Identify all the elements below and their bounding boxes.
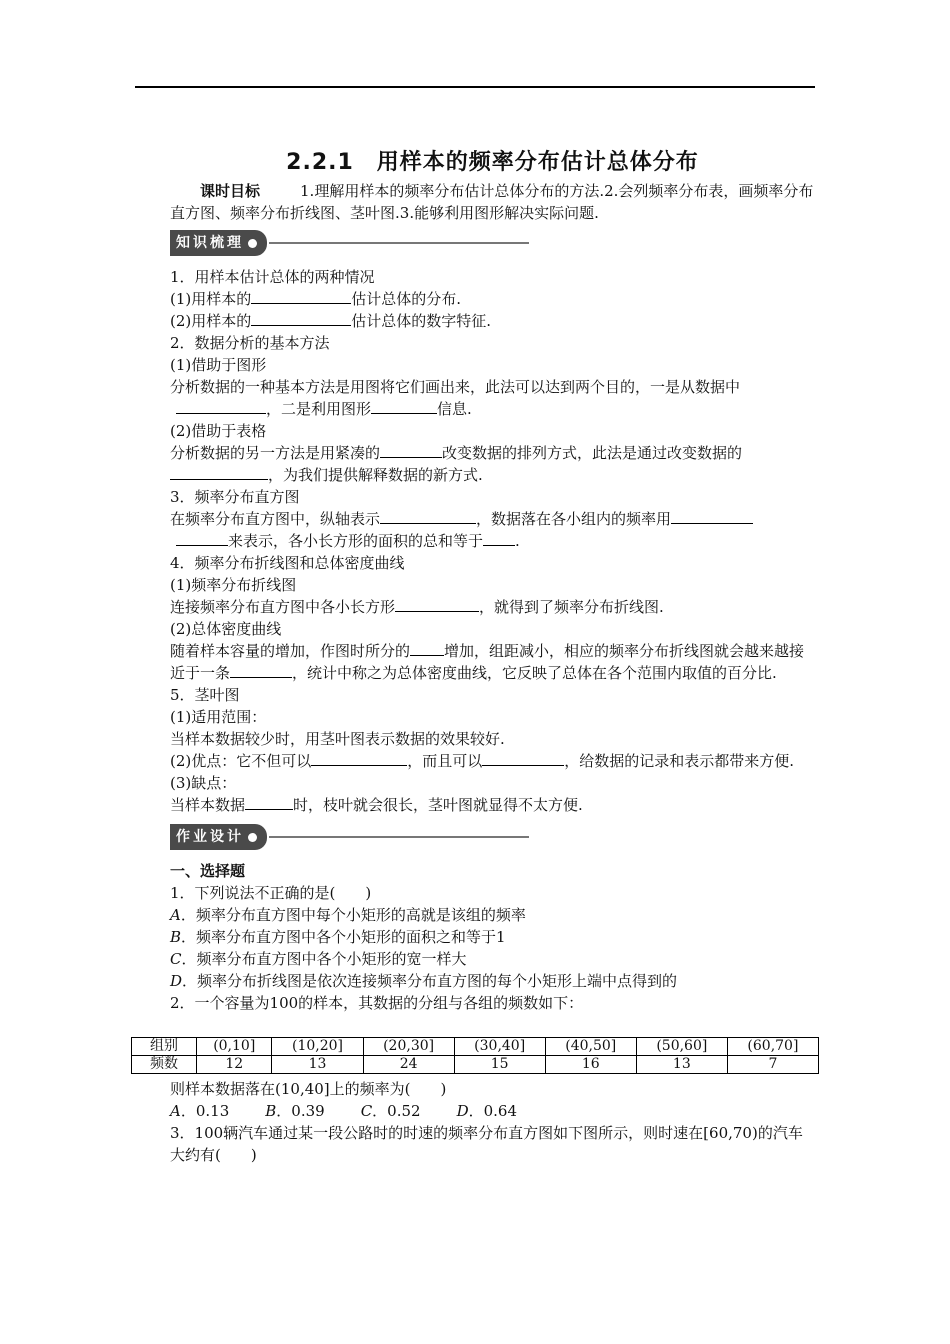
table-row bbox=[132, 1038, 819, 1056]
table-cell: 7 bbox=[727, 1056, 818, 1074]
fill-blank[interactable] bbox=[251, 288, 351, 304]
fill-blank[interactable] bbox=[482, 750, 564, 766]
page-title: 2.2.1 用样本的频率分布估计总体分布 bbox=[286, 150, 699, 175]
question-2: 2．一个容量为100的样本，其数据的分组与各组的频数如下： bbox=[170, 994, 584, 1012]
table-cell: (40,50] bbox=[545, 1038, 636, 1056]
q2-options bbox=[170, 1100, 815, 1122]
bullet-dot-icon bbox=[248, 239, 257, 248]
fill-blank[interactable] bbox=[380, 442, 442, 458]
question-1: 1．下列说法不正确的是( ) bbox=[170, 884, 372, 902]
fill-blank[interactable] bbox=[380, 508, 476, 524]
table-cell: (50,60] bbox=[636, 1038, 727, 1056]
fill-blank[interactable] bbox=[230, 662, 292, 678]
q2-option-d[interactable]: D．0.64 bbox=[456, 1102, 518, 1120]
table-cell: 13 bbox=[636, 1056, 727, 1074]
k-heading-2: 2．数据分析的基本方法 bbox=[170, 334, 330, 352]
fill-blank[interactable] bbox=[671, 508, 753, 524]
fill-blank[interactable] bbox=[410, 640, 444, 656]
fill-blank[interactable] bbox=[245, 794, 293, 810]
q2-option-c[interactable]: C．0.52 bbox=[360, 1102, 421, 1120]
fill-blank[interactable] bbox=[176, 398, 266, 414]
fill-blank[interactable] bbox=[170, 464, 268, 480]
k-sub-2b: (2)借助于表格 bbox=[170, 422, 267, 440]
banner-label: 知识梳理 bbox=[176, 235, 244, 251]
k-text-5b: (2)优点：它不但可以 ，而且可以 ，给数据的记录和表示都带来方便. bbox=[170, 752, 795, 770]
k-sub-4a: (1)频率分布折线图 bbox=[170, 576, 297, 594]
table-cell: 13 bbox=[272, 1056, 363, 1074]
banner-line bbox=[269, 242, 529, 244]
table-cell: (60,70] bbox=[727, 1038, 818, 1056]
table-row bbox=[132, 1056, 819, 1074]
k-sub-5c: (3)缺点： bbox=[170, 774, 237, 792]
table-cell: 24 bbox=[363, 1056, 454, 1074]
k-line-1a: (1)用样本的 估计总体的分布. bbox=[170, 290, 462, 308]
question-3: 3．100辆汽车通过某一段公路时的时速的频率分布直方图如下图所示，则时速在[60,70)的汽车大约有( ) bbox=[170, 1124, 803, 1164]
k-heading-3: 3．频率分布直方图 bbox=[170, 488, 300, 506]
k-text-4b: 随着样本容量的增加，作图时所分的 增加，组距减小，相应的频率分布折线图就会越来越接近于一条 ，统计中称之为总体密度曲线，它反映了总体在各个范围内取值的百分比. bbox=[170, 642, 805, 682]
q2-option-a[interactable]: A．0.13 bbox=[170, 1102, 230, 1120]
k-heading-1: 1．用样本估计总体的两种情况 bbox=[170, 268, 375, 286]
k-text-5c: 当样本数据 时，枝叶就会很长，茎叶图就显得不太方便. bbox=[170, 796, 583, 814]
table-cell: (10,20] bbox=[272, 1038, 363, 1056]
goal-label: 课时目标 bbox=[200, 182, 261, 200]
bullet-dot-icon bbox=[248, 833, 257, 842]
k-heading-5: 5．茎叶图 bbox=[170, 686, 240, 704]
section-banner-knowledge bbox=[170, 230, 815, 256]
k-sub-5a: (1)适用范围： bbox=[170, 708, 267, 726]
k-text-4a: 连接频率分布直方图中各小长方形 ，就得到了频率分布折线图. bbox=[170, 598, 664, 616]
table-cell: 12 bbox=[197, 1056, 272, 1074]
q1-option-b[interactable]: B．频率分布直方图中各个小矩形的面积之和等于1 bbox=[170, 928, 506, 946]
k-sub-2a: (1)借助于图形 bbox=[170, 356, 267, 374]
fill-blank[interactable] bbox=[311, 750, 407, 766]
q2-option-b[interactable]: B．0.39 bbox=[265, 1102, 325, 1120]
fill-blank[interactable] bbox=[176, 530, 228, 546]
k-text-2a: 分析数据的一种基本方法是用图将它们画出来，此法可以达到两个目的，一是从数据中 ，二是利用图形 信息. bbox=[170, 378, 741, 418]
table-cell: (30,40] bbox=[454, 1038, 545, 1056]
fill-blank[interactable] bbox=[395, 596, 479, 612]
table-cell: (20,30] bbox=[363, 1038, 454, 1056]
q1-option-c[interactable]: C．频率分布直方图中各个小矩形的宽一样大 bbox=[170, 950, 467, 968]
q2-ask: 则样本数据落在(10,40]上的频率为( ) bbox=[170, 1080, 447, 1098]
k-line-1b: (2)用样本的 估计总体的数字特征. bbox=[170, 312, 492, 330]
banner-label: 作业设计 bbox=[176, 829, 244, 845]
section-banner-homework bbox=[170, 824, 815, 850]
fill-blank[interactable] bbox=[483, 530, 515, 546]
hw-section-title: 一、选择题 bbox=[170, 862, 246, 880]
k-heading-4: 4．频率分布折线图和总体密度曲线 bbox=[170, 554, 405, 572]
banner-line bbox=[269, 836, 529, 838]
table-row-header: 组别 bbox=[132, 1038, 197, 1056]
k-text-3: 在频率分布直方图中，纵轴表示 ，数据落在各小组内的频率用 来表示，各小长方形的面积的总和等于 . bbox=[170, 508, 815, 552]
fill-blank[interactable] bbox=[371, 398, 437, 414]
goal-text: 1.理解用样本的频率分布估计总体分布的方法.2.会列频率分布表，画频率分布直方图、频率分布折线图、茎叶图.3.能够利用图形解决实际问题. bbox=[170, 182, 814, 222]
questions-continued bbox=[170, 1078, 815, 1166]
q1-option-d[interactable]: D．频率分布折线图是依次连接频率分布直方图的每个小矩形上端中点得到的 bbox=[170, 972, 678, 990]
k-text-5a: 当样本数据较少时，用茎叶图表示数据的效果较好. bbox=[170, 730, 505, 748]
fill-blank[interactable] bbox=[251, 310, 351, 326]
table-cell: 16 bbox=[545, 1056, 636, 1074]
lesson-goal bbox=[170, 180, 815, 224]
q1-option-a[interactable]: A．频率分布直方图中每个小矩形的高就是该组的频率 bbox=[170, 906, 526, 924]
header-rule bbox=[135, 86, 815, 88]
table-row-header: 频数 bbox=[132, 1056, 197, 1074]
table-cell: 15 bbox=[454, 1056, 545, 1074]
table-cell: (0,10] bbox=[197, 1038, 272, 1056]
k-sub-4b: (2)总体密度曲线 bbox=[170, 620, 282, 638]
document-body bbox=[170, 150, 815, 1014]
frequency-table bbox=[131, 1037, 819, 1074]
k-text-2b: 分析数据的另一方法是用紧凑的 改变数据的排列方式，此法是通过改变数据的 ，为我们提供解释数据的新方式. bbox=[170, 444, 743, 484]
